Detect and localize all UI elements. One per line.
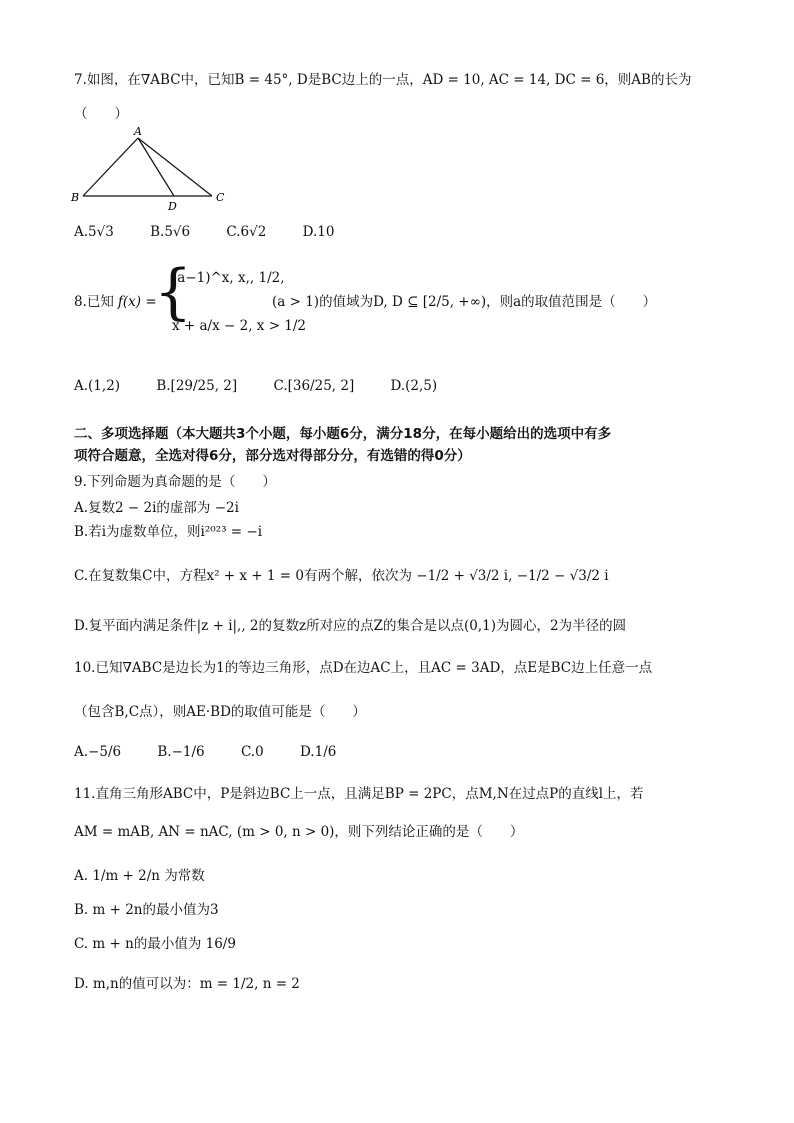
q8-piecewise-brace: { <box>154 257 193 327</box>
q8-option-d: D.(2,5) <box>390 378 438 394</box>
q8-prefix: 8.已知 f(x) = <box>74 294 157 310</box>
label-b: B <box>71 191 80 204</box>
q11-option-a: A. 1/m + 2/n 为常数 <box>74 868 205 884</box>
q10-option-b: B.−1/6 <box>157 744 205 760</box>
q10-option-a: A.−5/6 <box>74 744 122 760</box>
section2-heading-line1: 二、多项选择题（本大题共3个小题，每小题6分，满分18分，在每小题给出的选项中有多 <box>74 426 612 442</box>
q10-option-c: C.0 <box>240 744 264 760</box>
q7-option-c: C.6√2 <box>226 224 267 240</box>
q9-option-c: C.在复数集C中，方程x² + x + 1 = 0有两个解，依次为 −1/2 + √3/2 i, −1/2 − √3/2 i <box>74 568 609 584</box>
q7-option-b: B.5√6 <box>150 224 191 240</box>
q9-stem: 9.下列命题为真命题的是（ ） <box>74 474 276 490</box>
q8-case2: x + a/x − 2, x > 1/2 <box>172 318 307 334</box>
q8-suffix: (a > 1)的值域为D, D ⊆ [2/5, +∞)，则a的取值范围是（ ） <box>272 294 657 310</box>
section2-heading-line2: 项符合题意，全选对得6分，部分选对得部分分，有选错的得0分） <box>74 448 471 464</box>
label-a: A <box>134 125 142 138</box>
q11-option-c: C. m + n的最小值为 16/9 <box>74 936 236 952</box>
q10-options <box>74 742 368 762</box>
q9-option-d: D.复平面内满足条件|z + i|,, 2的复数z所对应的点Z的集合是以点(0,1)为圆心，2为半径的圆 <box>74 618 627 634</box>
q8-options <box>74 376 469 396</box>
q9-option-a: A.复数2 − 2i的虚部为 −2i <box>74 500 239 516</box>
q7-stem: 7.如图，在∇ABC中，已知B = 45°, D是BC边上的一点，AD = 10, AC = 14, DC = 6，则AB的长为 <box>74 72 692 88</box>
q11-option-d: D. m,n的值可以为：m = 1/2, n = 2 <box>74 976 300 992</box>
q7-option-a: A.5√3 <box>74 224 114 240</box>
q11-option-b: B. m + 2n的最小值为3 <box>74 902 219 918</box>
segment-ab <box>83 138 138 196</box>
q11-stem-line2: AM = mAB, AN = nAC, (m > 0, n > 0)，则下列结论正确的是（ ） <box>74 824 524 840</box>
q8-option-b: B.[29/25, 2] <box>156 378 238 394</box>
q7-paren: （ ） <box>74 106 128 122</box>
q11-stem-line1: 11.直角三角形ABC中，P是斜边BC上一点，且满足BP = 2PC，点M,N在过点P的直线l上，若 <box>74 786 644 802</box>
segment-ac <box>138 138 212 196</box>
label-c: C <box>216 191 225 204</box>
segment-ad <box>138 138 174 196</box>
q7-triangle-figure <box>66 124 236 212</box>
label-d: D <box>168 200 177 212</box>
q7-options <box>74 222 366 242</box>
q9-option-b: B.若i为虚数单位，则i²⁰²³ = −i <box>74 524 263 540</box>
q10-option-d: D.1/6 <box>299 744 337 760</box>
q7-option-d: D.10 <box>302 224 335 240</box>
q10-stem-line2: （包含B,C点），则AE·BD的取值可能是（ ） <box>74 704 366 720</box>
q8-option-c: C.[36/25, 2] <box>273 378 355 394</box>
q8-case1: (a−1)^x, x,, 1/2, <box>172 270 285 286</box>
q8-option-a: A.(1,2) <box>74 378 121 394</box>
q10-stem-line1: 10.已知∇ABC是边长为1的等边三角形，点D在边AC上，且AC = 3AD，点E是BC边上任意一点 <box>74 660 653 676</box>
